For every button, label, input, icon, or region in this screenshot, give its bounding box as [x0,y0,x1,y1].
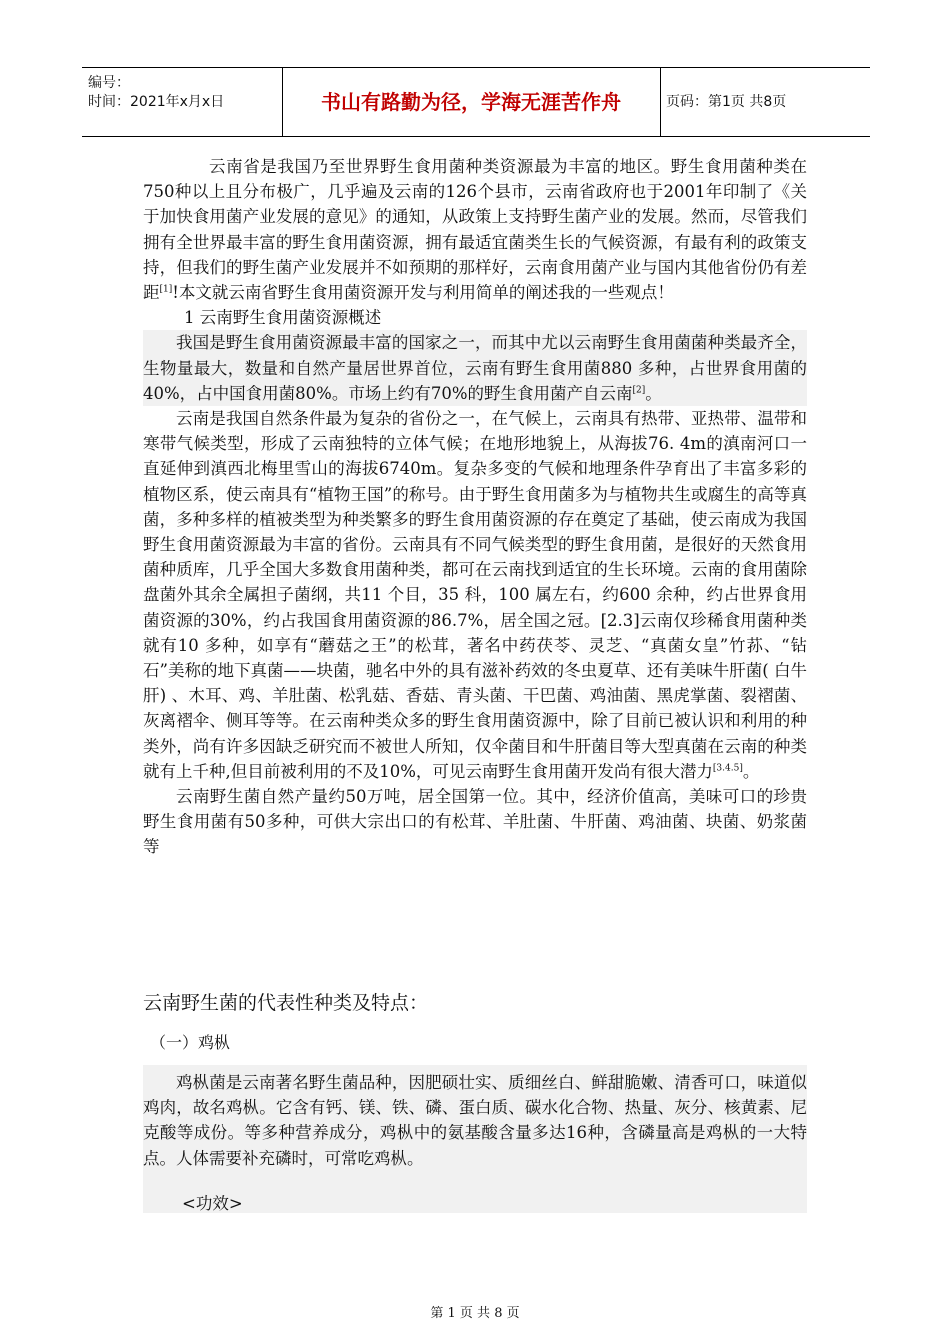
paragraph-overview-tail: 。 [645,383,662,403]
citation-1: [1] [159,284,173,295]
body-text [143,154,807,860]
heading-jizong: （一）鸡枞 [150,1033,231,1052]
paragraph-climate [143,406,807,784]
paragraph-climate-text: 云南是我国自然条件最为复杂的省份之一，在气候上，云南具有热带、亚热带、温带和寒带气候类型，形成了云南独特的立体气候；在地形地貌上，从海拔76. 4m的滇南河口一直延伸到滇西北梅里雪山的海拔6740m。复杂多变的气候和地理条件孕育出了丰富多彩的植物区系，使云南具有“植物王国”的称号。由于野生食用菌多为与植物共生或腐生的高等真菌，多种多样的植被类型为种类繁多的野生食用菌资源的存在奠定了基础，使云南成为我国野生食用菌资源最为丰富的省份。云南具有不同气候类型的野生食用菌，是很好的天然食用菌种质库，几乎全国大多数食用菌种类，都可在云南找到适宜的生长环境。云南的食用菌除盘菌外其余全属担子菌纲，共11 个目，35 科，100 属左右，约600 余种，约占世界食用菌资源的30%，约占我国食用菌资源的86.7%，居全国之冠。[2.3]云南仅珍稀食用菌种类就有10 多种，如享有“蘑菇之王”的松茸，著名中药茯苓、灵芝、“真菌女皇”竹荪、“钻石”美称的地下真菌——块菌，驰名中外的具有滋补药效的冬虫夏草、还有美味牛肝菌( 白牛肝) 、木耳、鸡、羊肚菌、松乳菇、香菇、青头菌、干巴菌、鸡油菌、黑虎掌菌、裂褶菌、灰离褶伞、侧耳等等。在云南种类众多的野生食用菌资源中，除了目前已被认识和利用的种类外，尚有许多因缺乏研究而不被世人所知，仅伞菌目和牛肝菌目等大型真菌在云南的种类就有上千种,但目前被利用的不及10%，可见云南野生食用菌开发尚有很大潜力 [143,409,807,781]
jizong-description: 鸡枞菌是云南著名野生菌品种，因肥硕壮实、质细丝白、鲜甜脆嫩、清香可口，味道似鸡肉，故名鸡枞。它含有钙、镁、铁、磷、蛋白质、碳水化合物、热量、灰分、核黄素、尼克酸等成份。等多种营养成分，鸡枞中的氨基酸含量多达16种，含磷量高是鸡枞的一大特点。人体需要补充磷时，可常吃鸡枞。 [143,1073,807,1168]
header-page-number: 页码：第1页 共8页 [666,94,787,110]
paragraph-overview [143,330,807,406]
paragraph-production: 云南野生菌自然产量约50万吨，居全国第一位。其中，经济价值高，美味可口的珍贵野生食用菌有50多种，可供大宗出口的有松茸、羊肚菌、牛肝菌、鸡油菌、块菌、奶浆菌等 [143,787,807,857]
section-heading-1: 1 云南野生食用菌资源概述 [184,308,382,328]
paragraph-intro-tail: !本文就云南省野生食用菌资源开发与利用简单的阐述我的一些观点！ [172,283,674,303]
paragraph-overview-text: 我国是野生食用菌资源最丰富的国家之一，而其中尤以云南野生食用菌菌种类最齐全，生物量最大，数量和自然产量居世界首位，云南有野生食用菌880 多种，占世界食用菌的40%，占中国食用菌80%。市场上约有70%的野生食用菌产自云南 [143,333,807,403]
paragraph-intro [143,154,807,305]
page-header [82,67,870,137]
header-time: 时间：2021年x月x日 [88,94,225,110]
effect-label: <功效> [182,1194,243,1213]
paragraph-intro-text: 云南省是我国乃至世界野生食用菌种类资源最为丰富的地区。野生食用菌种类在750种以上且分布极广，几乎遍及云南的126个县市，云南省政府也于2001年印制了《关于加快食用菌产业发展的意见》的通知，从政策上支持野生菌产业的发展。然而，尽管我们拥有全世界最丰富的野生食用菌资源，拥有最适宜菌类生长的气候资源，有最有利的政策支持，但我们的野生菌产业发展并不如预期的那样好，云南食用菌产业与国内其他省份仍有差距 [143,157,807,303]
citation-3: [3.4.5] [712,763,743,774]
paragraph-climate-tail: 。 [742,761,760,781]
heading-representative-species: 云南野生菌的代表性种类及特点： [143,992,429,1014]
header-meta [82,68,283,136]
header-motto: 书山有路勤为径，学海无涯苦作舟 [282,68,661,136]
page-footer: 第 1 页 共 8 页 [430,1306,520,1321]
header-number: 编号： [88,75,130,91]
citation-2: [2] [632,385,646,396]
